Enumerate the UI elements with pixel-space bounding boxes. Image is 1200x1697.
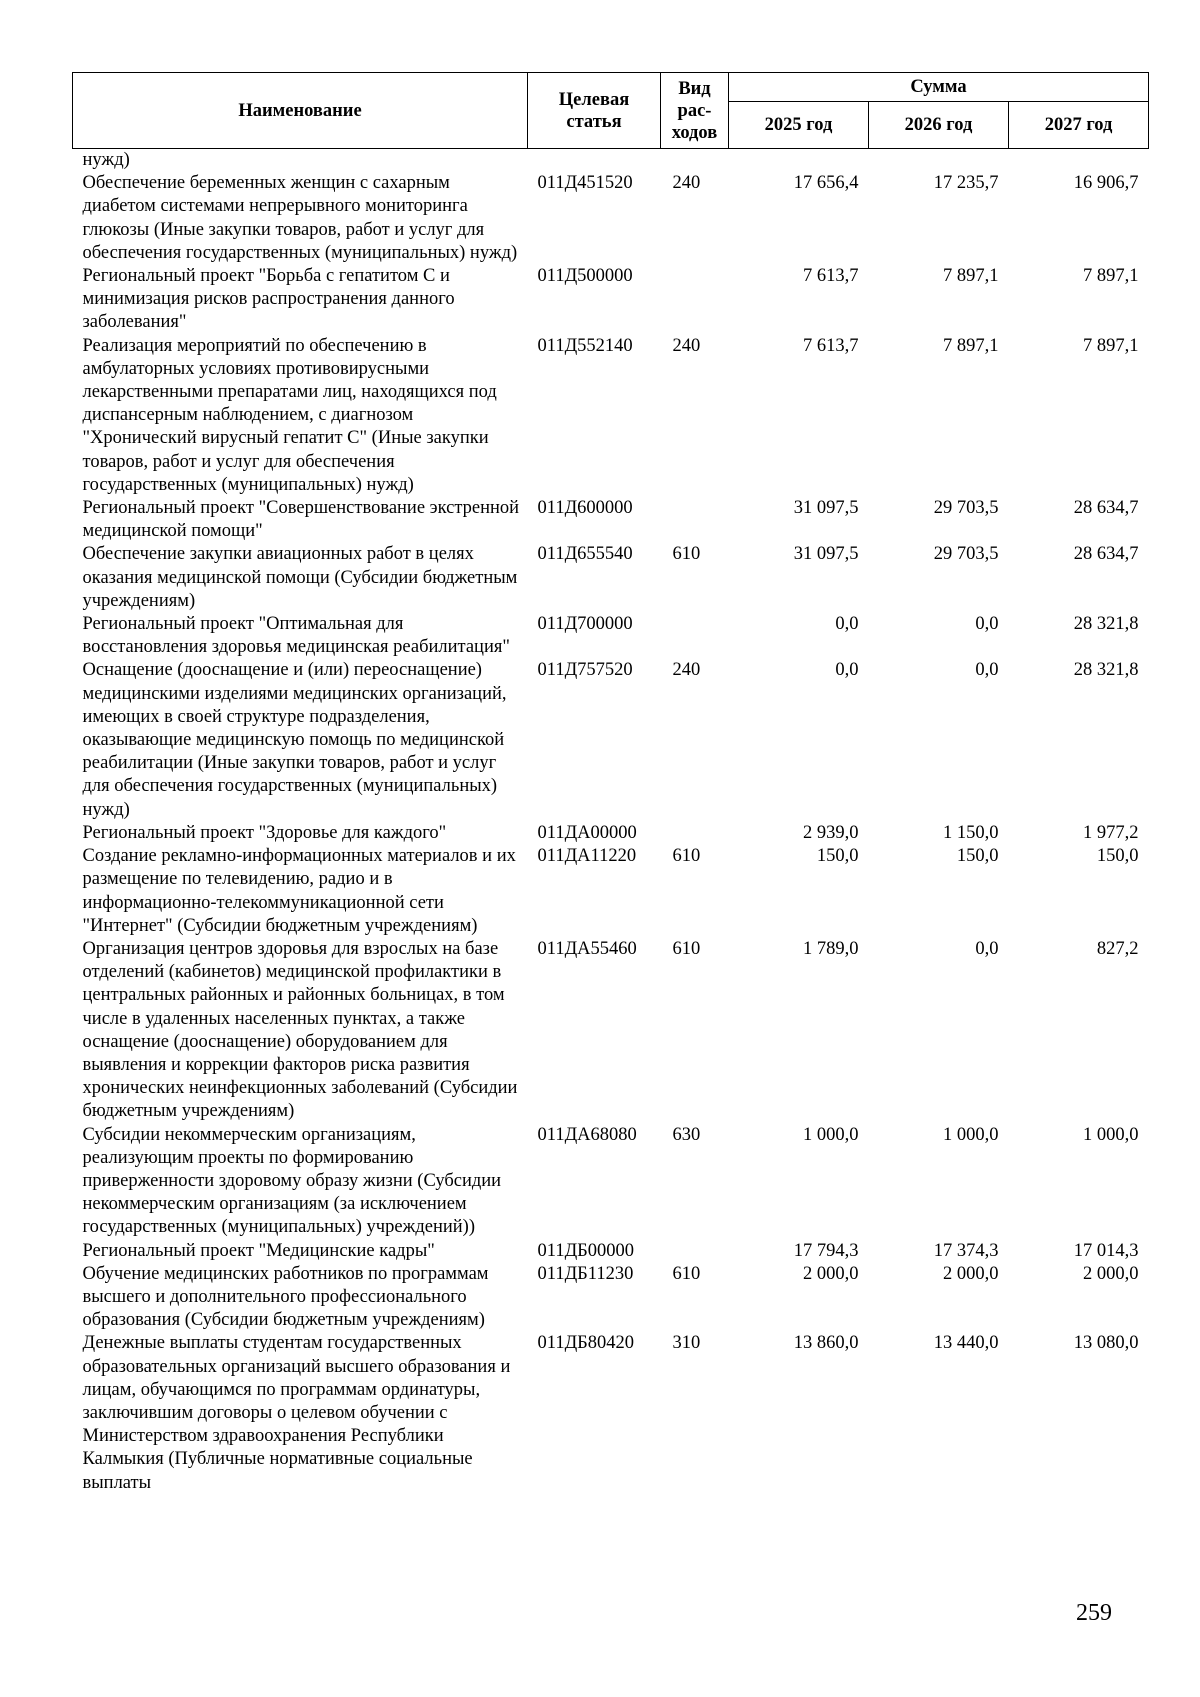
cell-2025: [729, 149, 869, 173]
cell-2027: 28 321,8: [1073, 660, 1139, 681]
cell-name: Денежные выплаты студентам государственных образовательных организаций высшего образования и лицам, обучающимся по программам ординатуры, заключившим договоры о целевом обучении с Министерством здравоохранения Республики Калмыкия (Публичные нормативные социальные выплаты: [82, 1333, 511, 1493]
cell-name: Региональный проект "Медицинские кадры": [82, 1240, 435, 1261]
cell-2025: 1 789,0: [803, 938, 859, 959]
cell-target: 011Д500000: [537, 266, 633, 287]
table-row: [73, 1263, 1149, 1333]
cell-kind: [661, 613, 729, 659]
cell-target: 011Д655540: [537, 544, 633, 565]
cell-2025: 31 097,5: [793, 544, 859, 565]
cell-kind: 240: [672, 335, 701, 356]
cell-target: 011Д700000: [537, 614, 633, 635]
cell-name: Обучение медицинских работников по программам высшего и дополнительного профессионального образования (Субсидии бюджетным учреждениям): [82, 1263, 489, 1331]
cell-kind: 610: [672, 938, 701, 959]
cell-2026: 1 000,0: [943, 1124, 999, 1145]
cell-2027: 1 977,2: [1083, 822, 1139, 843]
header-name: Наименование: [73, 73, 528, 149]
cell-name: Региональный проект "Оптимальная для восстановления здоровья медицинская реабилитация": [82, 614, 510, 658]
table-row: [73, 149, 1149, 173]
cell-2025: 13 860,0: [793, 1333, 859, 1354]
cell-2027: 28 634,7: [1073, 544, 1139, 565]
cell-name: Региональный проект "Совершенствование экстренной медицинской помощи": [82, 498, 520, 542]
cell-2026: 7 897,1: [943, 266, 999, 287]
table-row: [73, 845, 1149, 938]
cell-target: 011ДА68080: [537, 1124, 637, 1145]
table-header: [73, 73, 1149, 149]
cell-2027: 28 321,8: [1073, 614, 1139, 635]
cell-2027: 13 080,0: [1073, 1333, 1139, 1354]
cell-name: Организация центров здоровья для взрослых на базе отделений (кабинетов) медицинской профилактики в центральных районных и районных больницах, в том числе в удаленных населенных пунктах, а также оснащение (дооснащение) оборудованием для выявления и коррекции факторов риска развития хронических неинфекционных заболеваний (Субсидии бюджетным учреждениям): [82, 938, 518, 1122]
cell-2025: 0,0: [835, 614, 859, 635]
table-row: [73, 659, 1149, 821]
cell-2025: 31 097,5: [793, 498, 859, 519]
table-row: [73, 172, 1149, 265]
cell-2025: 7 613,7: [803, 266, 859, 287]
cell-target: 011ДБ00000: [537, 1240, 635, 1261]
cell-kind: [661, 822, 729, 845]
cell-target: 011ДБ11230: [537, 1263, 634, 1284]
table-row: [73, 1124, 1149, 1240]
cell-kind: [661, 149, 729, 173]
cell-2026: 1 150,0: [943, 822, 999, 843]
table-row: [73, 335, 1149, 497]
cell-name: Оснащение (дооснащение и (или) переоснащение) медицинскими изделиями медицинских организаций, имеющих в своей структуре подразделения, оказывающие медицинскую помощь по медицинской реабилитации (Иные закупки товаров, работ и услуг для обеспечения государственных (муниципальных) нужд): [82, 660, 507, 820]
document-page: [72, 72, 1148, 1495]
page-number: 259: [1076, 1600, 1112, 1626]
header-year-2026: 2026 год: [869, 102, 1009, 149]
table-row: [73, 497, 1149, 543]
cell-2025: 0,0: [835, 660, 859, 681]
cell-2027: [1009, 149, 1149, 173]
cell-kind: 610: [672, 1263, 701, 1284]
cell-target: 011Д451520: [537, 173, 633, 194]
cell-target: 011ДА00000: [537, 822, 637, 843]
cell-2025: 17 656,4: [793, 173, 859, 194]
cell-2026: 0,0: [975, 660, 999, 681]
cell-target: 011ДА11220: [537, 846, 637, 867]
cell-kind: 310: [672, 1333, 701, 1354]
table-row: [73, 938, 1149, 1124]
cell-2025: 1 000,0: [803, 1124, 859, 1145]
cell-kind: 630: [672, 1124, 701, 1145]
table-row: [73, 1240, 1149, 1263]
cell-name: Региональный проект "Борьба с гепатитом С и минимизация рисков распространения данного заболевания": [82, 266, 455, 333]
header-year-2025: 2025 год: [729, 102, 869, 149]
cell-2025: 7 613,7: [803, 335, 859, 356]
cell-name: Реализация мероприятий по обеспечению в амбулаторных условиях противовирусными лекарственными препаратами лиц, находящихся под диспансерным наблюдением, с диагнозом "Хронический вирусный гепатит С" (Иные закупки товаров, работ и услуг для обеспечения государственных (муниципальных) нужд): [82, 335, 497, 495]
cell-2026: 0,0: [975, 614, 999, 635]
cell-target: 011Д757520: [537, 660, 633, 681]
cell-name: Субсидии некоммерческим организациям, реализующим проекты по формированию приверженности здоровому образу жизни (Субсидии некоммерческим организациям (за исключением государственных (муниципальных) учреждений)): [82, 1124, 502, 1238]
header-year-2027: 2027 год: [1009, 102, 1149, 149]
table-body: [73, 149, 1149, 1495]
cell-2026: [869, 149, 1009, 173]
cell-2026: 29 703,5: [933, 498, 999, 519]
cell-2025: 2 939,0: [803, 822, 859, 843]
cell-target: 011ДБ80420: [537, 1333, 635, 1354]
header-kind: Вид рас-ходов: [661, 73, 729, 149]
cell-2026: 7 897,1: [943, 335, 999, 356]
cell-2025: 17 794,3: [793, 1240, 859, 1261]
cell-kind: 610: [672, 846, 701, 867]
cell-2027: 7 897,1: [1083, 266, 1139, 287]
cell-2027: 827,2: [1096, 938, 1139, 959]
cell-2026: 13 440,0: [933, 1333, 999, 1354]
cell-kind: 240: [672, 660, 701, 681]
cell-2026: 17 374,3: [933, 1240, 999, 1261]
cell-kind: [661, 497, 729, 543]
cell-2027: 28 634,7: [1073, 498, 1139, 519]
table-row: [73, 265, 1149, 335]
cell-name: Региональный проект "Здоровье для каждого": [82, 822, 447, 843]
cell-target: 011Д552140: [537, 335, 633, 356]
cell-kind: 240: [672, 173, 701, 194]
cell-2025: 150,0: [816, 846, 859, 867]
table-row: [73, 1332, 1149, 1494]
cell-kind: 610: [672, 544, 701, 565]
table-row: [73, 822, 1149, 845]
cell-target: [528, 149, 661, 173]
cell-target: 011ДА55460: [537, 938, 637, 959]
budget-table: [72, 72, 1149, 1495]
cell-name: Обеспечение беременных женщин с сахарным диабетом системами непрерывного мониторинга глюкозы (Иные закупки товаров, работ и услуг для обеспечения государственных (муниципальных) нужд): [82, 173, 518, 263]
table-row: [73, 543, 1149, 613]
cell-2026: 2 000,0: [943, 1263, 999, 1284]
cell-2026: 150,0: [956, 846, 999, 867]
table-row: [73, 613, 1149, 659]
cell-name: Обеспечение закупки авиационных работ в целях оказания медицинской помощи (Субсидии бюджетным учреждениям): [82, 544, 518, 611]
cell-name: нужд): [82, 150, 130, 170]
cell-2026: 0,0: [975, 938, 999, 959]
cell-target: 011Д600000: [537, 498, 633, 519]
cell-2026: 17 235,7: [933, 173, 999, 194]
cell-2027: 2 000,0: [1083, 1263, 1139, 1284]
cell-kind: [661, 1240, 729, 1263]
cell-2025: 2 000,0: [803, 1263, 859, 1284]
cell-kind: [661, 265, 729, 335]
header-sum: Сумма: [729, 73, 1149, 102]
cell-2027: 7 897,1: [1083, 335, 1139, 356]
cell-2027: 1 000,0: [1083, 1124, 1139, 1145]
cell-2026: 29 703,5: [933, 544, 999, 565]
cell-name: Создание рекламно-информационных материалов и их размещение по телевидению, радио и в информационно-телекоммуникационной сети "Интернет" (Субсидии бюджетным учреждениям): [82, 846, 516, 936]
header-target: Целевая статья: [528, 73, 661, 149]
cell-2027: 16 906,7: [1073, 173, 1139, 194]
cell-2027: 17 014,3: [1073, 1240, 1139, 1261]
cell-2027: 150,0: [1096, 846, 1139, 867]
